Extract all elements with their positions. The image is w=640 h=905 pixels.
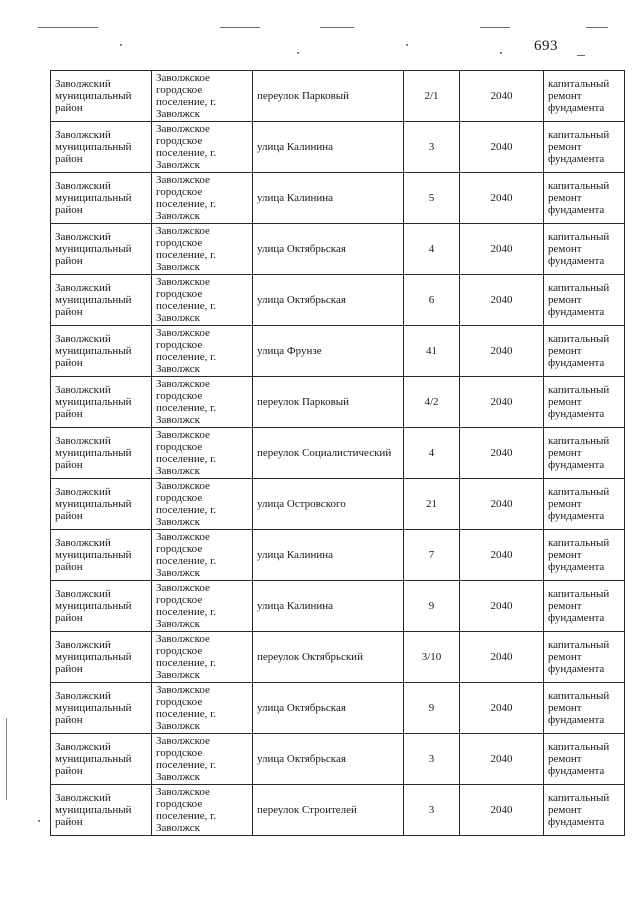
settlement-cell: Заволжское городское поселение, г. Заволжск: [152, 632, 253, 683]
year-cell: 2040: [460, 173, 544, 224]
district-cell: Заволжский муниципальный район: [51, 173, 152, 224]
district-cell: Заволжский муниципальный район: [51, 785, 152, 836]
table-row: [51, 632, 625, 683]
house-number-cell: 9: [404, 683, 460, 734]
scan-artifact-dot: [406, 44, 408, 46]
district-cell: Заволжский муниципальный район: [51, 479, 152, 530]
table-row: [51, 479, 625, 530]
page-number: 693: [534, 38, 558, 54]
house-number-cell: 2/1: [404, 71, 460, 122]
work-type-cell: капитальный ремонт фундамента: [544, 683, 625, 734]
scan-artifact-edge: [6, 718, 7, 800]
street-cell: переулок Парковый: [253, 377, 404, 428]
street-cell: улица Калинина: [253, 581, 404, 632]
street-cell: переулок Социалистический: [253, 428, 404, 479]
house-number-cell: 4: [404, 224, 460, 275]
scan-artifact-line: [480, 27, 510, 28]
table-row: [51, 377, 625, 428]
year-cell: 2040: [460, 71, 544, 122]
district-cell: Заволжский муниципальный район: [51, 683, 152, 734]
district-cell: Заволжский муниципальный район: [51, 428, 152, 479]
scan-artifact-dot: [297, 52, 299, 54]
scan-artifact-line: [320, 27, 354, 28]
work-type-cell: капитальный ремонт фундамента: [544, 377, 625, 428]
settlement-cell: Заволжское городское поселение, г. Заволжск: [152, 377, 253, 428]
year-cell: 2040: [460, 683, 544, 734]
scan-artifact-dot: [120, 44, 122, 46]
district-cell: Заволжский муниципальный район: [51, 275, 152, 326]
year-cell: 2040: [460, 326, 544, 377]
settlement-cell: Заволжское городское поселение, г. Заволжск: [152, 224, 253, 275]
settlement-cell: Заволжское городское поселение, г. Заволжск: [152, 71, 253, 122]
street-cell: улица Октябрьская: [253, 683, 404, 734]
house-number-cell: 4: [404, 428, 460, 479]
street-cell: улица Калинина: [253, 173, 404, 224]
table-row: [51, 71, 625, 122]
work-type-cell: капитальный ремонт фундамента: [544, 275, 625, 326]
house-number-cell: 3: [404, 122, 460, 173]
table-row: [51, 428, 625, 479]
year-cell: 2040: [460, 632, 544, 683]
year-cell: 2040: [460, 479, 544, 530]
district-cell: Заволжский муниципальный район: [51, 224, 152, 275]
house-number-cell: 4/2: [404, 377, 460, 428]
table-row: [51, 173, 625, 224]
table-row: [51, 326, 625, 377]
district-cell: Заволжский муниципальный район: [51, 530, 152, 581]
work-type-cell: капитальный ремонт фундамента: [544, 122, 625, 173]
scan-artifact-line: [577, 55, 585, 56]
house-number-cell: 6: [404, 275, 460, 326]
house-number-cell: 3/10: [404, 632, 460, 683]
table-row: [51, 530, 625, 581]
settlement-cell: Заволжское городское поселение, г. Заволжск: [152, 683, 253, 734]
settlement-cell: Заволжское городское поселение, г. Заволжск: [152, 173, 253, 224]
house-number-cell: 3: [404, 785, 460, 836]
work-type-cell: капитальный ремонт фундамента: [544, 785, 625, 836]
scan-artifact-dot: [500, 52, 502, 54]
year-cell: 2040: [460, 581, 544, 632]
district-cell: Заволжский муниципальный район: [51, 326, 152, 377]
district-cell: Заволжский муниципальный район: [51, 377, 152, 428]
house-number-cell: 41: [404, 326, 460, 377]
house-number-cell: 5: [404, 173, 460, 224]
work-type-cell: капитальный ремонт фундамента: [544, 632, 625, 683]
street-cell: улица Октябрьская: [253, 275, 404, 326]
settlement-cell: Заволжское городское поселение, г. Заволжск: [152, 326, 253, 377]
year-cell: 2040: [460, 377, 544, 428]
table-row: [51, 581, 625, 632]
year-cell: 2040: [460, 428, 544, 479]
year-cell: 2040: [460, 224, 544, 275]
registry-table: [50, 70, 625, 836]
house-number-cell: 3: [404, 734, 460, 785]
year-cell: 2040: [460, 530, 544, 581]
district-cell: Заволжский муниципальный район: [51, 581, 152, 632]
district-cell: Заволжский муниципальный район: [51, 734, 152, 785]
scan-artifact-line: [220, 27, 260, 28]
settlement-cell: Заволжское городское поселение, г. Заволжск: [152, 479, 253, 530]
table-row: [51, 683, 625, 734]
house-number-cell: 9: [404, 581, 460, 632]
work-type-cell: капитальный ремонт фундамента: [544, 581, 625, 632]
street-cell: улица Калинина: [253, 530, 404, 581]
year-cell: 2040: [460, 275, 544, 326]
work-type-cell: капитальный ремонт фундамента: [544, 428, 625, 479]
year-cell: 2040: [460, 122, 544, 173]
scan-artifact-line: [586, 27, 608, 28]
settlement-cell: Заволжское городское поселение, г. Заволжск: [152, 275, 253, 326]
work-type-cell: капитальный ремонт фундамента: [544, 479, 625, 530]
table-row: [51, 122, 625, 173]
street-cell: улица Островского: [253, 479, 404, 530]
street-cell: улица Октябрьская: [253, 224, 404, 275]
district-cell: Заволжский муниципальный район: [51, 632, 152, 683]
year-cell: 2040: [460, 785, 544, 836]
street-cell: переулок Парковый: [253, 71, 404, 122]
work-type-cell: капитальный ремонт фундамента: [544, 71, 625, 122]
street-cell: переулок Строителей: [253, 785, 404, 836]
work-type-cell: капитальный ремонт фундамента: [544, 173, 625, 224]
house-number-cell: 21: [404, 479, 460, 530]
scan-artifact-dot: [38, 820, 40, 822]
settlement-cell: Заволжское городское поселение, г. Заволжск: [152, 734, 253, 785]
table-row: [51, 224, 625, 275]
district-cell: Заволжский муниципальный район: [51, 122, 152, 173]
year-cell: 2040: [460, 734, 544, 785]
table-row: [51, 734, 625, 785]
work-type-cell: капитальный ремонт фундамента: [544, 326, 625, 377]
work-type-cell: капитальный ремонт фундамента: [544, 224, 625, 275]
settlement-cell: Заволжское городское поселение, г. Заволжск: [152, 530, 253, 581]
table-row: [51, 785, 625, 836]
street-cell: переулок Октябрьский: [253, 632, 404, 683]
work-type-cell: капитальный ремонт фундамента: [544, 734, 625, 785]
street-cell: улица Октябрьская: [253, 734, 404, 785]
street-cell: улица Калинина: [253, 122, 404, 173]
settlement-cell: Заволжское городское поселение, г. Заволжск: [152, 581, 253, 632]
settlement-cell: Заволжское городское поселение, г. Заволжск: [152, 428, 253, 479]
settlement-cell: Заволжское городское поселение, г. Заволжск: [152, 122, 253, 173]
table-row: [51, 275, 625, 326]
work-type-cell: капитальный ремонт фундамента: [544, 530, 625, 581]
house-number-cell: 7: [404, 530, 460, 581]
street-cell: улица Фрунзе: [253, 326, 404, 377]
registry-table-body: [51, 71, 625, 836]
scan-artifact-line: [38, 27, 98, 28]
settlement-cell: Заволжское городское поселение, г. Заволжск: [152, 785, 253, 836]
district-cell: Заволжский муниципальный район: [51, 71, 152, 122]
